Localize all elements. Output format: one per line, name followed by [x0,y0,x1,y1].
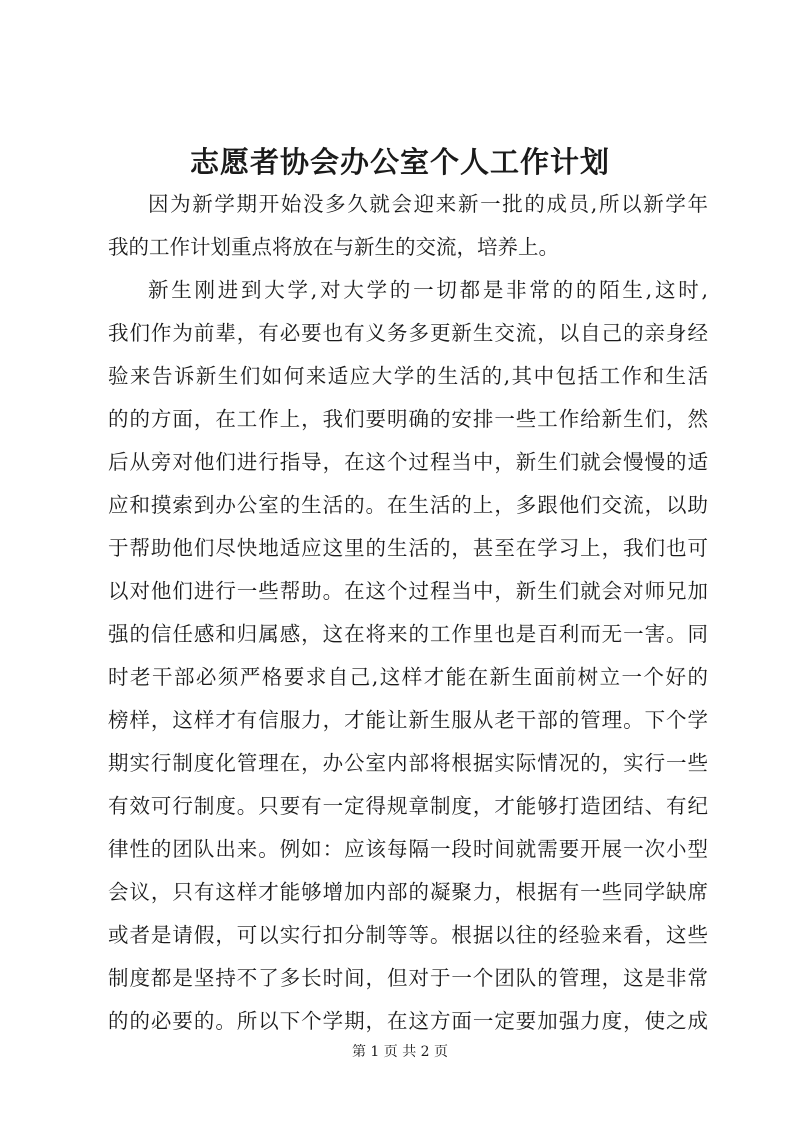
paragraph-2-line-15: 会议，只有这样才能够增加内部的凝聚力，根据有一些同学缺席 [108,880,708,904]
paragraph-2-line-17: 制度都是坚持不了多长时间，但对于一个团队的管理，这是非常 [108,966,708,990]
paragraph-2-line-8: 以对他们进行一些帮助。在这个过程当中，新生们就会对师兄加 [108,579,708,603]
paragraph-1-line-2: 我的工作计划重点将放在与新生的交流，培养上。 [108,235,559,259]
paragraph-2-line-1: 新生刚进到大学,对大学的一切都是非常的的陌生,这时, [148,278,708,302]
paragraph-1-line-1: 因为新学期开始没多久就会迎来新一批的成员,所以新学年 [148,192,708,216]
paragraph-2-line-16: 或者是请假，可以实行扣分制等等。根据以往的经验来看，这些 [108,923,708,947]
paragraph-2-line-12: 期实行制度化管理在，办公室内部将根据实际情况的，实行一些 [108,751,708,775]
paragraph-2-line-11: 榜样，这样才有信服力，才能让新生服从老干部的管理。下个学 [108,708,708,732]
paragraph-2-line-18: 的的必要的。所以下个学期，在这方面一定要加强力度，使之成 [108,1009,708,1033]
paragraph-2-line-7: 于帮助他们尽快地适应这里的生活的，甚至在学习上，我们也可 [108,536,708,560]
paragraph-2-line-4: 的的方面，在工作上，我们要明确的安排一些工作给新生们，然 [108,407,708,431]
paragraph-2-line-3: 验来告诉新生们如何来适应大学的生活的,其中包括工作和生活 [108,364,708,388]
paragraph-2-line-10: 时老干部必须严格要求自己,这样才能在新生面前树立一个好的 [108,665,708,689]
document-title: 志愿者协会办公室个人工作计划 [189,145,610,179]
paragraph-2-line-13: 有效可行制度。只要有一定得规章制度，才能够打造团结、有纪 [108,794,708,818]
paragraph-2-line-9: 强的信任感和归属感，这在将来的工作里也是百利而无一害。同 [108,622,708,646]
paragraph-2-line-5: 后从旁对他们进行指导，在这个过程当中，新生们就会慢慢的适 [108,450,708,474]
paragraph-2-line-6: 应和摸索到办公室的生活的。在生活的上，多跟他们交流，以助 [108,493,708,517]
paragraph-2-line-14: 律性的团队出来。例如：应该每隔一段时间就需要开展一次小型 [108,837,708,861]
page-number-footer: 第 1 页 共 2 页 [351,1044,449,1060]
paragraph-2-line-2: 我们作为前辈，有必要也有义务多更新生交流，以自己的亲身经 [108,321,708,345]
